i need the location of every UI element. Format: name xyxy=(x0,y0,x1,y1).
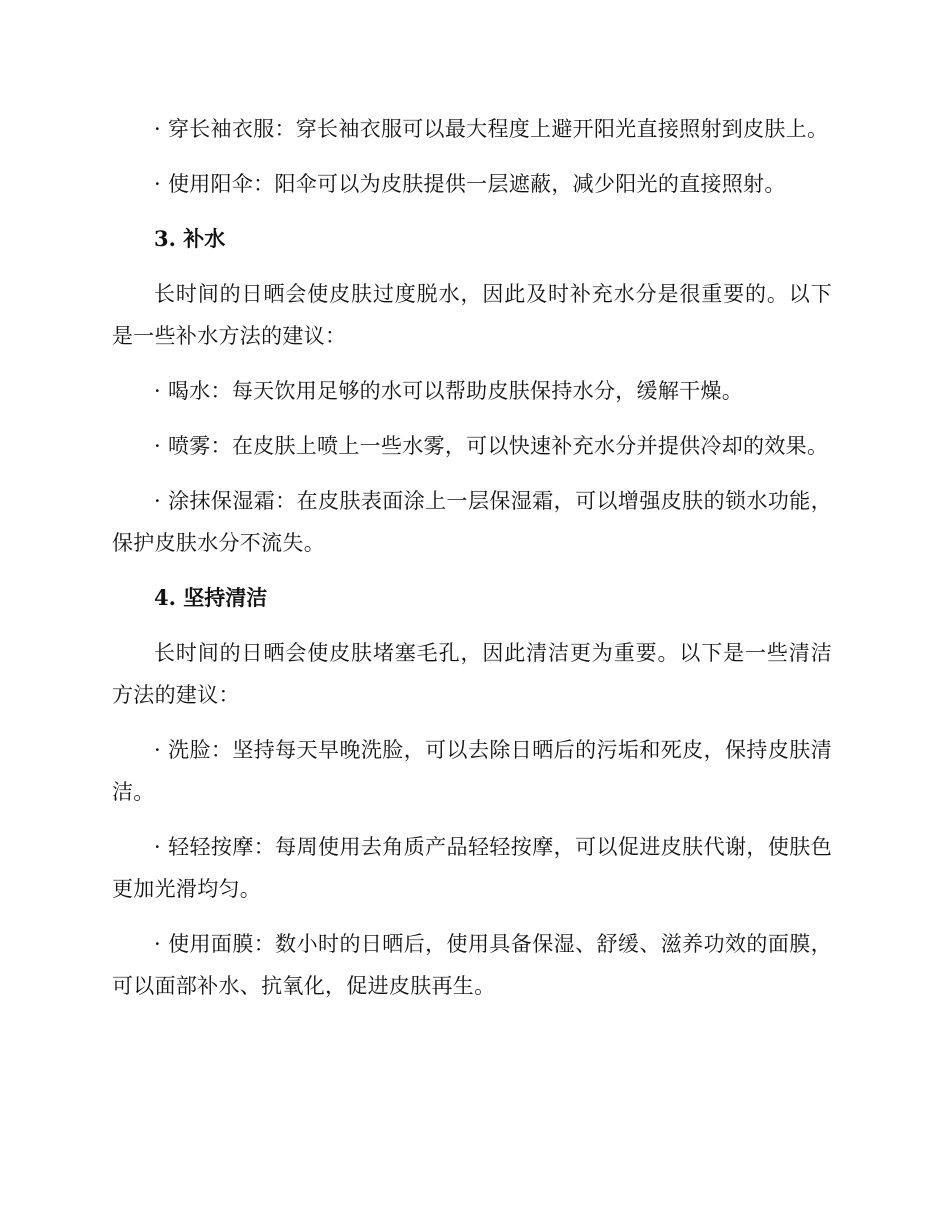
section-heading-hydration: 3. 补水 xyxy=(154,226,226,251)
bullet-parasol: · 使用阳伞：阳伞可以为皮肤提供一层遮蔽，减少阳光的直接照射。 xyxy=(154,172,786,196)
bullet-moisturizer: · 涂抹保湿霜：在皮肤表面涂上一层保湿霜，可以增强皮肤的锁水功能，保护皮肤水分不流失。 xyxy=(112,489,832,555)
cleansing-intro: 长时间的日晒会使皮肤堵塞毛孔，因此清洁更为重要。以下是一些清洁方法的建议： xyxy=(112,641,832,707)
bullet-drink-water: · 喝水：每天饮用足够的水可以帮助皮肤保持水分，缓解干燥。 xyxy=(154,379,744,403)
document-page xyxy=(112,108,832,1020)
bullet-long-sleeves: · 穿长袖衣服：穿长袖衣服可以最大程度上避开阳光直接照射到皮肤上。 xyxy=(154,117,829,141)
bullet-wash-face: · 洗脸：坚持每天早晚洗脸，可以去除日晒后的污垢和死皮，保持皮肤清洁。 xyxy=(112,738,832,804)
section-heading-cleansing: 4. 坚持清洁 xyxy=(154,585,268,610)
bullet-spray: · 喷雾：在皮肤上喷上一些水雾，可以快速补充水分并提供冷却的效果。 xyxy=(154,434,829,458)
hydration-intro: 长时间的日晒会使皮肤过度脱水，因此及时补充水分是很重要的。以下是一些补水方法的建议： xyxy=(112,282,832,348)
bullet-face-mask: · 使用面膜：数小时的日晒后，使用具备保湿、舒缓、滋养功效的面膜，可以面部补水、抗氧化，促进皮肤再生。 xyxy=(112,932,832,998)
bullet-massage: · 轻轻按摩：每周使用去角质产品轻轻按摩，可以促进皮肤代谢，使肤色更加光滑均匀。 xyxy=(112,835,832,901)
